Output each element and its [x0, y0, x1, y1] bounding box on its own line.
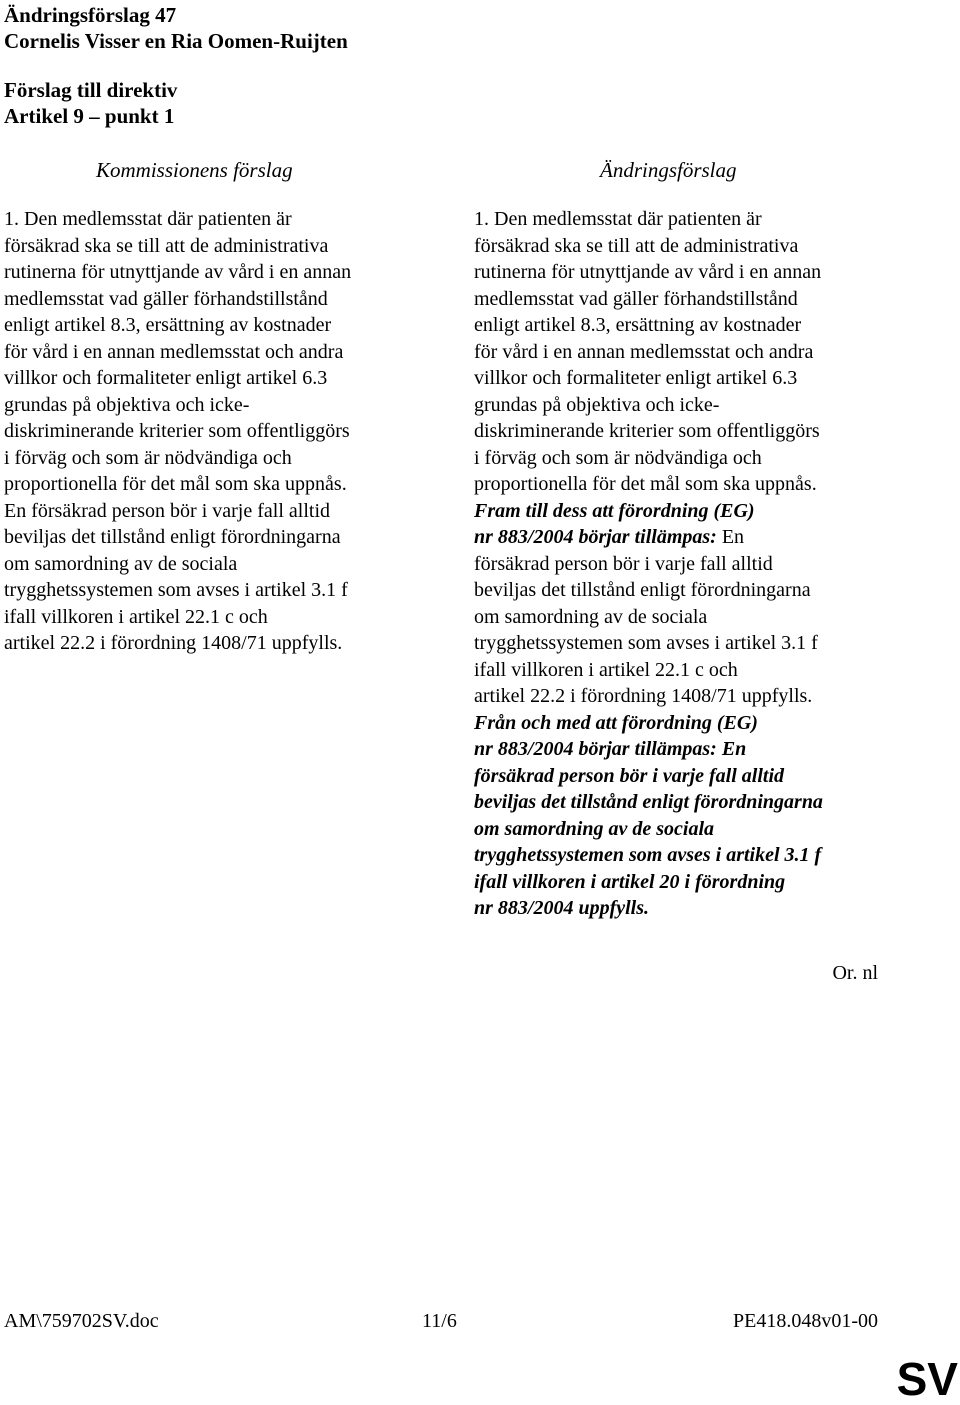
text-line: enligt artikel 8.3, ersättning av kostnader: [4, 314, 332, 336]
inserted-text-line: nr 883/2004 uppfylls.: [474, 897, 650, 919]
left-column-heading: Kommissionens förslag: [96, 158, 293, 182]
footer-page-number: 11/6: [422, 1310, 457, 1332]
text-line: trygghetssystemen som avses i artikel 3.1 f: [474, 632, 818, 654]
text-line: artikel 22.2 i förordning 1408/71 uppfylls.: [474, 685, 813, 707]
text-line: proportionella för det mål som ska uppnås.: [4, 473, 347, 495]
text-line: i förväg och som är nödvändiga och: [4, 446, 292, 469]
text-line: rutinerna för utnyttjande av vård i en annan: [474, 261, 822, 283]
amendment-title: Ändringsförslag 47: [4, 3, 177, 27]
inserted-text-line: trygghetssystemen som avses i artikel 3.1 f: [474, 844, 822, 866]
language-code: SV: [896, 1353, 958, 1405]
amendment-text: [474, 206, 914, 922]
text-line: försäkrad ska se till att de administrativa: [474, 234, 799, 257]
text-line: om samordning av de sociala: [4, 552, 238, 575]
inserted-text-line: nr 883/2004 börjar tillämpas: En: [474, 738, 747, 760]
text-line: medlemsstat vad gäller förhandstillstånd: [474, 287, 798, 310]
commission-proposal-text: [4, 206, 444, 657]
text-line: försäkrad person bör i varje fall alltid: [474, 552, 773, 575]
original-language-note: Or. nl: [832, 962, 878, 984]
text-line: medlemsstat vad gäller förhandstillstånd: [4, 287, 328, 310]
text-line: 1. Den medlemsstat där patienten är: [474, 208, 762, 230]
text-line: [474, 524, 914, 551]
text-line: för vård i en annan medlemsstat och andra: [4, 340, 344, 363]
text-line: proportionella för det mål som ska uppnås.: [474, 473, 817, 495]
text-line: om samordning av de sociala: [474, 605, 708, 628]
text-line: trygghetssystemen som avses i artikel 3.1 f: [4, 579, 348, 601]
inserted-text: nr 883/2004 börjar tillämpas:: [474, 526, 717, 548]
text-line: rutinerna för utnyttjande av vård i en annan: [4, 261, 352, 283]
text-fragment: En: [716, 526, 745, 548]
text-line: diskriminerande kriterier som offentliggörs: [474, 420, 820, 442]
text-line: grundas på objektiva och icke-: [4, 393, 250, 416]
text-line: ifall villkoren i artikel 22.1 c och: [4, 605, 268, 628]
inserted-text-line: Fram till dess att förordning (EG): [474, 499, 755, 522]
text-line: i förväg och som är nödvändiga och: [474, 446, 762, 469]
inserted-text-line: beviljas det tillstånd enligt förordningarna: [474, 791, 823, 813]
text-line: En försäkrad person bör i varje fall alltid: [4, 499, 330, 522]
proposal-title: Förslag till direktiv: [4, 78, 178, 102]
footer-pe-reference: PE418.048v01-00: [733, 1310, 878, 1332]
text-line: enligt artikel 8.3, ersättning av kostnader: [474, 314, 802, 336]
text-line: villkor och formaliteter enligt artikel 6.3: [474, 367, 798, 389]
text-line: försäkrad ska se till att de administrativa: [4, 234, 329, 257]
text-line: beviljas det tillstånd enligt förordningarna: [4, 526, 341, 548]
inserted-text-line: om samordning av de sociala: [474, 817, 715, 840]
text-line: grundas på objektiva och icke-: [474, 393, 720, 416]
amendment-authors: Cornelis Visser en Ria Oomen-Ruijten: [4, 29, 348, 53]
right-column-heading: Ändringsförslag: [600, 158, 737, 182]
inserted-text-line: försäkrad person bör i varje fall alltid: [474, 764, 785, 787]
text-line: beviljas det tillstånd enligt förordningarna: [474, 579, 811, 601]
text-line: diskriminerande kriterier som offentliggörs: [4, 420, 350, 442]
inserted-text-line: Från och med att förordning (EG): [474, 711, 758, 734]
text-line: ifall villkoren i artikel 22.1 c och: [474, 658, 738, 681]
text-line: 1. Den medlemsstat där patienten är: [4, 208, 292, 230]
article-reference: Artikel 9 – punkt 1: [4, 104, 175, 128]
inserted-text-line: ifall villkoren i artikel 20 i förordning: [474, 870, 786, 893]
text-line: för vård i en annan medlemsstat och andra: [474, 340, 814, 363]
footer-document-reference: AM\759702SV.doc: [4, 1310, 159, 1332]
text-line: villkor och formaliteter enligt artikel 6.3: [4, 367, 328, 389]
text-line: artikel 22.2 i förordning 1408/71 uppfylls.: [4, 632, 343, 654]
